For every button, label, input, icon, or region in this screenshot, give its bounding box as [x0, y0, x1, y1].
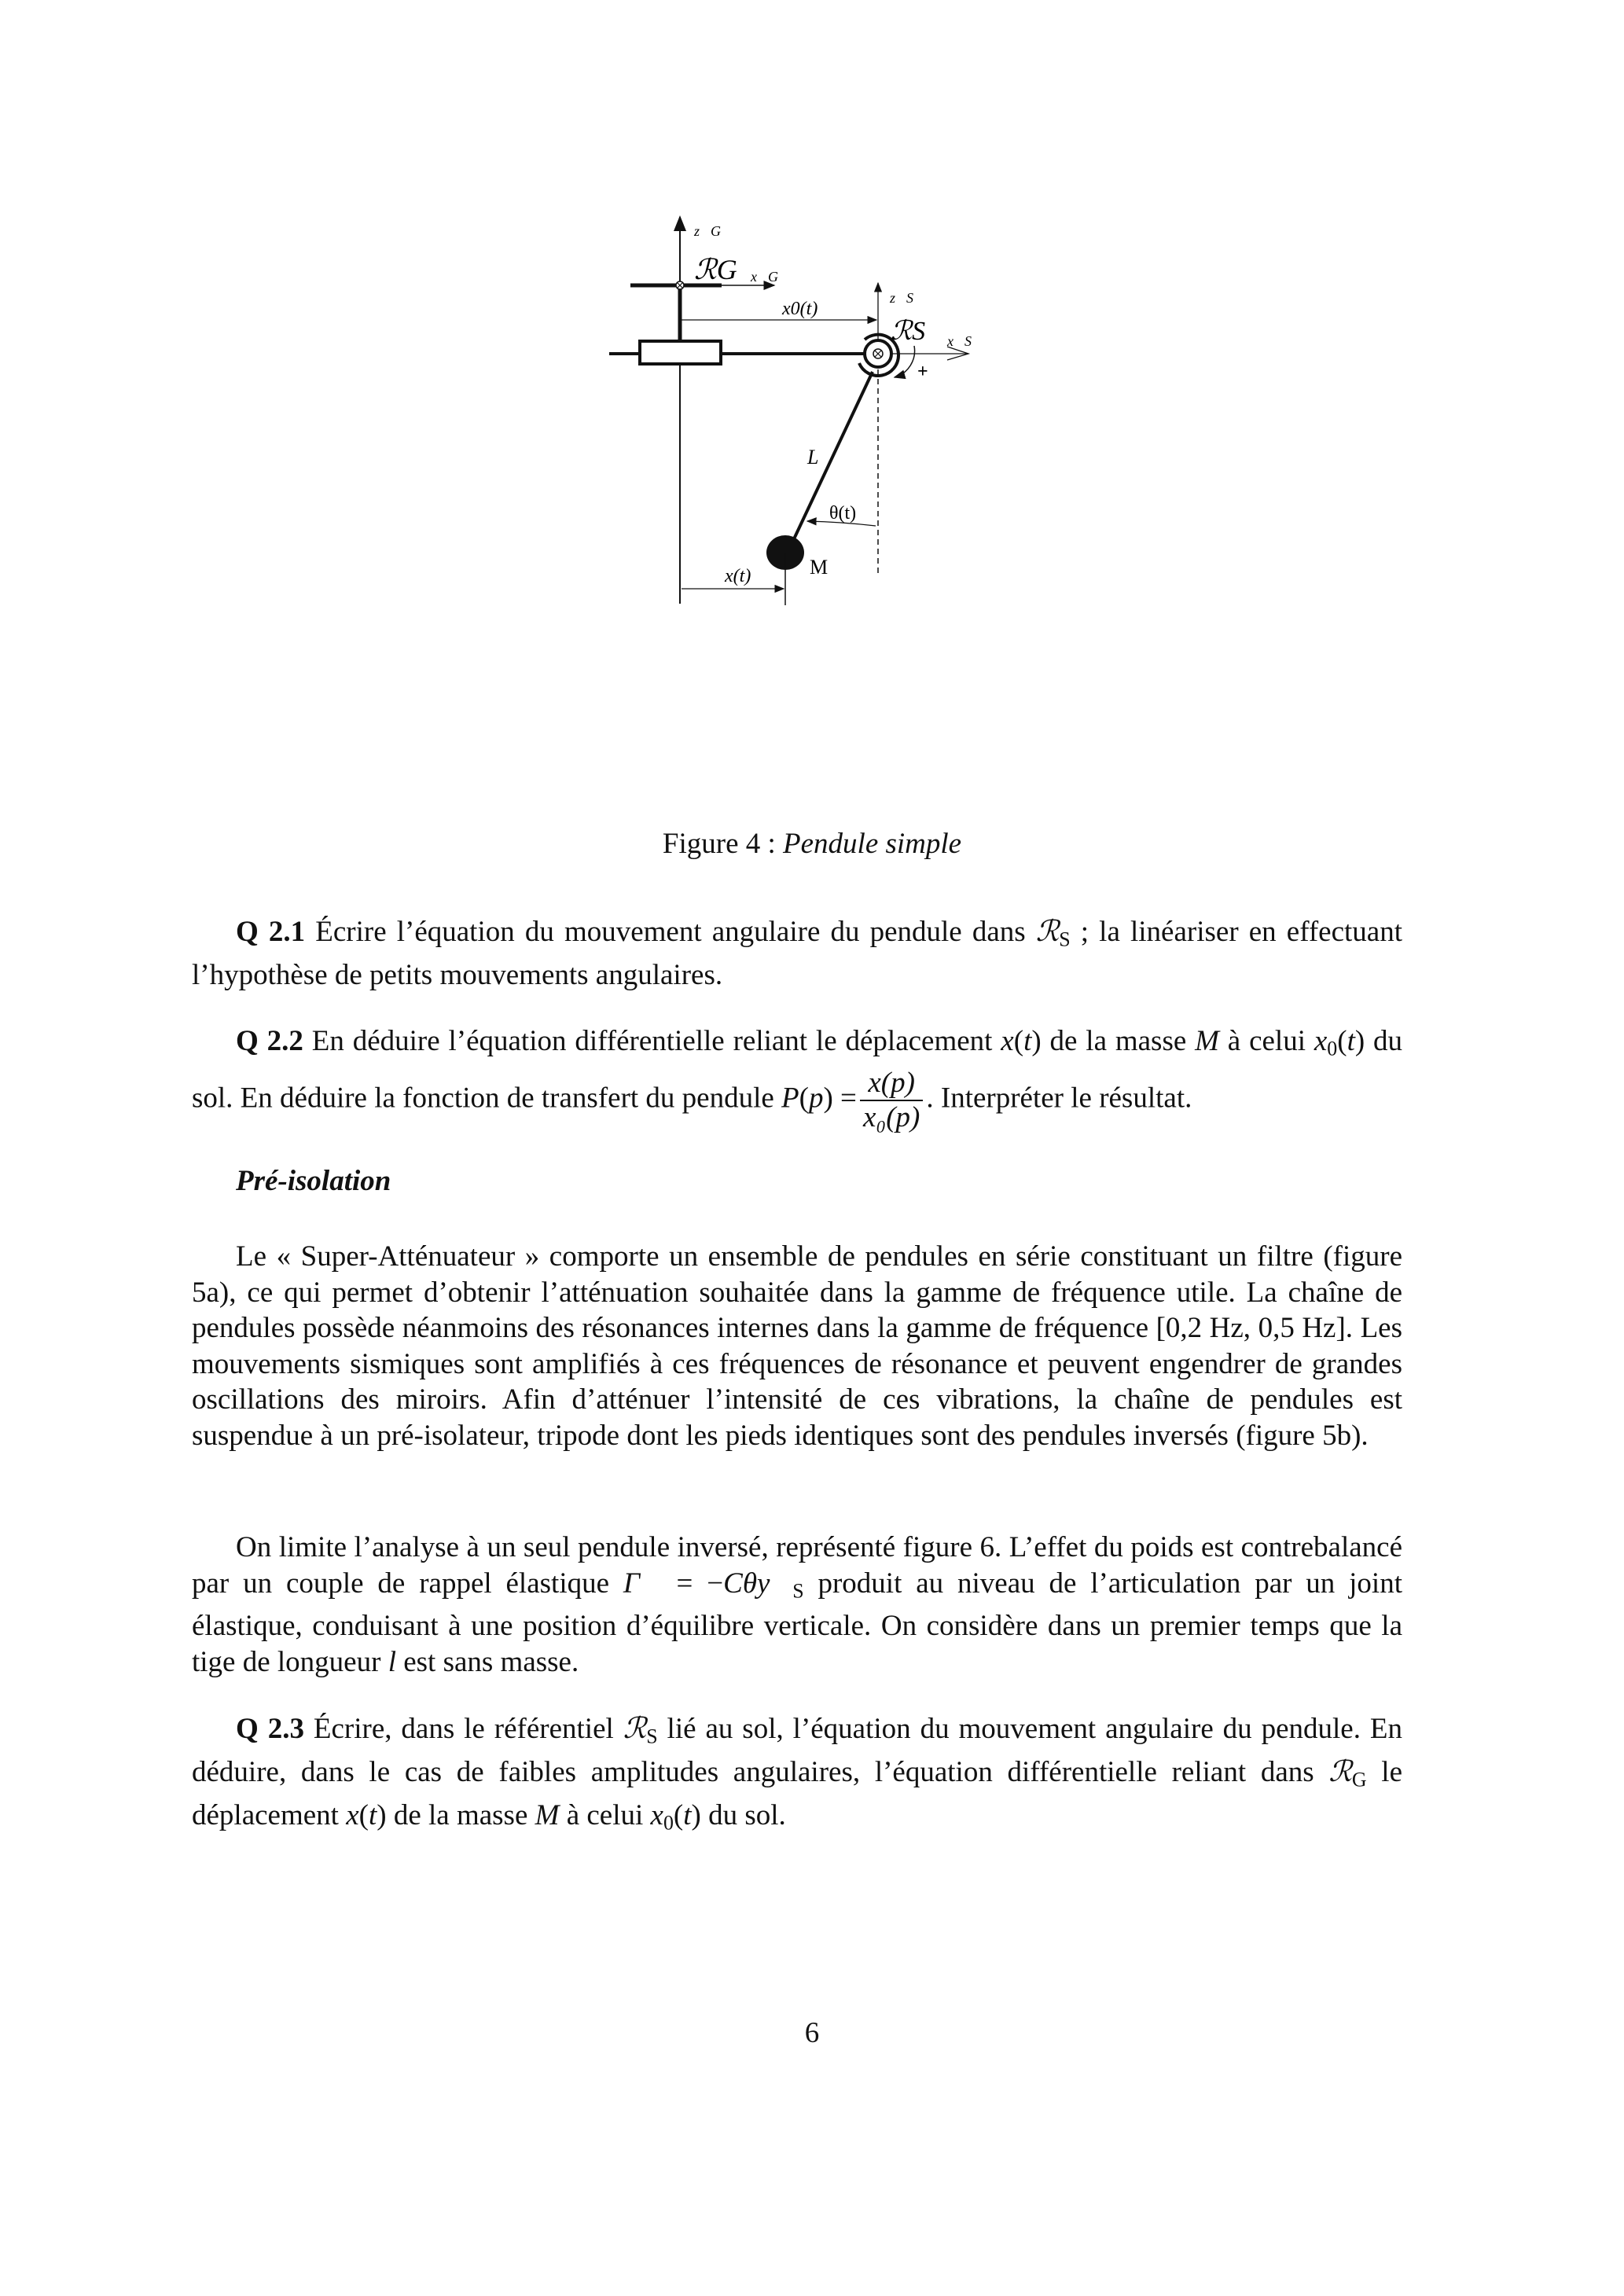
math-symbol: t — [683, 1798, 692, 1831]
paragraph-q21 — [192, 914, 1402, 993]
section-heading: Pré-isolation — [236, 1165, 391, 1197]
fraction — [860, 1067, 923, 1134]
math-symbol: S — [1059, 928, 1071, 951]
text-run: ; la linéariser en effectuant l’hypothèse de petits mouvements angulaires. — [192, 916, 1402, 991]
text-run: le déplacement — [192, 1755, 1403, 1831]
fraction-numerator: x(p) — [860, 1067, 923, 1101]
text-run: est sans masse. — [395, 1645, 579, 1678]
page-number: 6 — [804, 2017, 820, 2049]
M-label: M — [810, 556, 829, 579]
caption-title: Pendule simple — [783, 828, 962, 860]
math-symbol: S — [792, 1578, 804, 1602]
L-label: L — [807, 446, 819, 468]
math-symbol: ℛ — [1328, 1755, 1352, 1788]
text-run: ( — [673, 1798, 684, 1831]
zG-label: z⃗G — [694, 223, 722, 239]
xG-label: x⃗G — [751, 269, 778, 285]
zS-label: z⃗S — [890, 290, 914, 306]
xt-label: x(t) — [725, 566, 751, 586]
theta-label: θ(t) — [829, 503, 857, 523]
text-run: ) de la masse — [377, 1798, 535, 1831]
math-symbol: M — [1195, 1025, 1219, 1057]
math-symbol: M — [535, 1798, 560, 1831]
math-symbol: t — [1347, 1025, 1355, 1057]
math-symbol: t — [1023, 1025, 1032, 1057]
text-run: Écrire, dans le référentiel — [303, 1713, 623, 1745]
figure-caption — [0, 827, 1624, 861]
math-symbol: ℛ — [623, 1713, 647, 1745]
text-run: ) = — [823, 1082, 857, 1115]
math-symbol: x — [1001, 1025, 1014, 1057]
math-symbol: 0 — [1327, 1037, 1338, 1060]
xS-label: x⃗S — [947, 333, 972, 349]
text-run: à celui — [559, 1798, 651, 1831]
text-run: Le « Super-Atténuateur » comporte un ensemble de pendules en série constituant un filtre (figure 5a), ce qui permet d’obtenir l’atténuation souhaitée dans la gamme de fréquence utile. La chaîne de pendules possède néanmoins des résonances internes dans la gamme de fréquence [0,2 Hz, 0,5 Hz]. Les mouvements sismiques sont amplifiés à ces fréquences de résonance et peuvent engendrer de grandes oscillations des miroirs. Afin d’atténuer l’intensité de ces vibrations, la chaîne de pendules est suspendue à un pré-isolateur, tripode dont les pieds identiques sont des pendules inversés (figure 5b). — [192, 1240, 1402, 1452]
paragraph-preiso — [192, 1163, 1402, 1199]
text-run: ) du sol. — [691, 1798, 786, 1831]
paragraph-p1 — [192, 1239, 1402, 1453]
math-symbol: ℛ — [1035, 916, 1060, 948]
text-run: = − — [662, 1567, 724, 1600]
text-run: ( — [1013, 1025, 1024, 1057]
text-run: Écrire l’équation du mouvement angulaire du pendule dans — [305, 916, 1036, 948]
text-run: En déduire l’équation différentielle reliant le déplacement — [303, 1025, 1001, 1057]
plus-label: + — [917, 362, 928, 382]
math-symbol: x — [1314, 1025, 1328, 1057]
paragraph-q23 — [192, 1711, 1402, 1841]
caption-prefix: Figure 4 : — [662, 828, 784, 860]
math-symbol: 0 — [663, 1811, 674, 1835]
slider-block — [640, 341, 721, 364]
math-symbol: G — [1351, 1768, 1367, 1791]
text-run: lié au sol, l’équation du mouvement angulaire du pendule. En déduire, dans le cas de faibles amplitudes angulaires, l’équation différentielle reliant dans — [192, 1713, 1402, 1788]
text-run: produit au niveau de l’articulation par un joint élastique, conduisant à une position d’équilibre verticale. On considère dans un premier temps que la tige de longueur — [192, 1567, 1402, 1678]
pendulum-figure — [0, 0, 1624, 825]
text-run: ) de la masse — [1031, 1025, 1196, 1057]
math-symbol: x — [346, 1798, 359, 1831]
text-run: On limite l’analyse à un seul pendule inversé, représenté figure 6. L’effet du poids est contrebalancé par un couple de rappel élastique — [192, 1531, 1402, 1600]
math-symbol: S — [646, 1725, 658, 1748]
text-run: ( — [799, 1082, 809, 1115]
math-symbol: P — [781, 1082, 799, 1115]
text-run: ( — [1337, 1025, 1347, 1057]
question-number: Q 2.1 — [236, 916, 306, 948]
RG-label: ℛG — [694, 254, 737, 285]
fraction-denominator: x₀(p) — [862, 1100, 920, 1133]
text-run: ) du sol. En déduire la fonction de transfert du pendule — [192, 1025, 1403, 1115]
RS-label: ℛS — [891, 317, 926, 346]
math-symbol: p — [808, 1082, 824, 1115]
x0t-label: x0(t) — [782, 299, 818, 319]
math-symbol: x — [650, 1798, 663, 1831]
text-run: . Interpréter le résultat. — [926, 1082, 1192, 1115]
paragraph-q22 — [192, 1023, 1402, 1134]
question-number: Q 2.3 — [236, 1713, 304, 1745]
math-symbol: Cθy⃗ — [723, 1567, 793, 1600]
question-number: Q 2.2 — [236, 1025, 303, 1057]
paragraph-p2 — [192, 1530, 1402, 1680]
text-run: ( — [358, 1798, 369, 1831]
math-symbol: Γ⃗ — [623, 1567, 663, 1600]
math-symbol: t — [368, 1798, 377, 1831]
text-run: à celui — [1218, 1025, 1314, 1057]
math-symbol: l — [388, 1645, 396, 1678]
